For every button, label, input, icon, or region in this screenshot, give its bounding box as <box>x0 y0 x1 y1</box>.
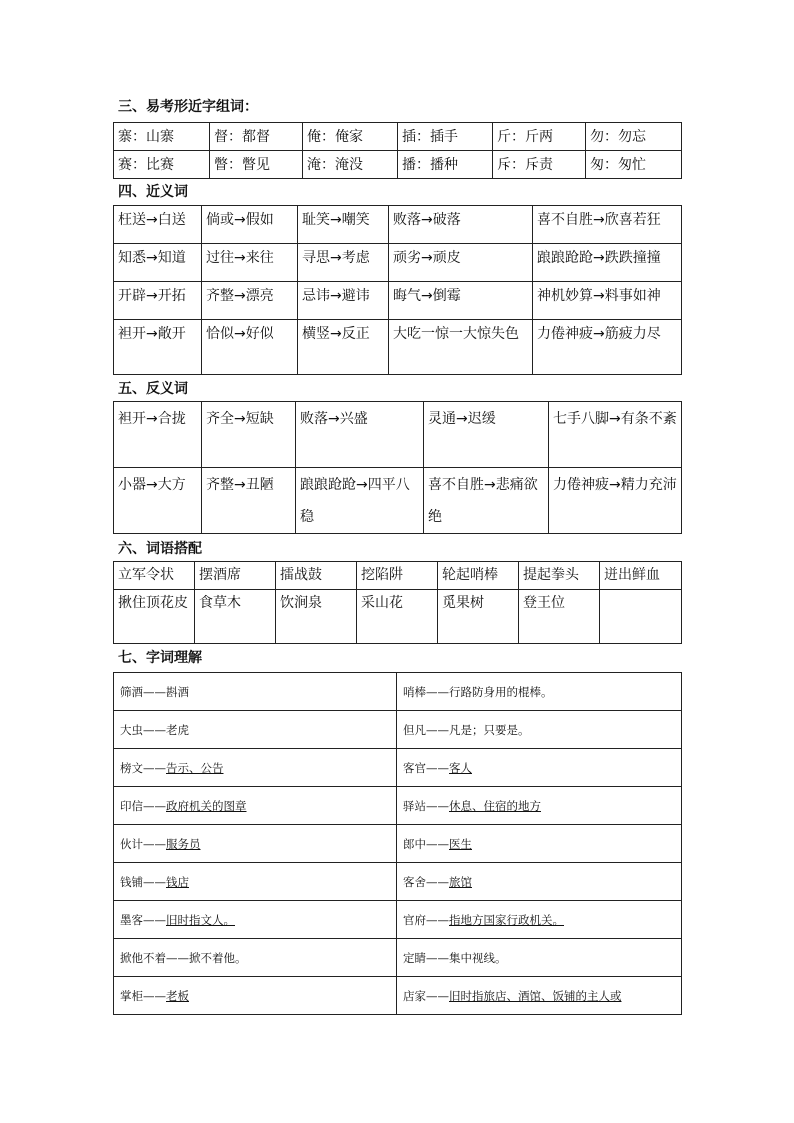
table-cell: 灵通→迟缓 <box>424 402 549 468</box>
word-meaning-cell <box>397 749 682 787</box>
word-definition: 旧时指文人。 <box>166 912 235 927</box>
word-term: 大虫—— <box>120 722 166 737</box>
word-definition: 凡是；只要是。 <box>449 722 530 737</box>
word-definition: 旧时指旅店、酒馆、饭铺的主人或 <box>449 988 622 1003</box>
word-meaning-cell <box>114 939 397 977</box>
table-cell: 喜不自胜→欣喜若狂 <box>533 206 682 244</box>
word-meaning-cell <box>397 825 682 863</box>
word-meaning-row <box>114 825 682 863</box>
word-meaning-row <box>114 787 682 825</box>
table-cell: 淹：淹没 <box>303 151 398 179</box>
word-term: 印信—— <box>120 798 166 813</box>
word-term: 掌柜—— <box>120 988 166 1003</box>
word-definition: 行路防身用的棍棒。 <box>449 684 553 699</box>
word-term: 筛酒—— <box>120 684 166 699</box>
section-title-word-meanings: 七、字词理解 <box>118 650 202 666</box>
table-cell: 勿：勿忘 <box>586 123 682 151</box>
word-meaning-cell <box>397 939 682 977</box>
table-cell: 力倦神疲→精力充沛 <box>549 468 682 534</box>
word-term: 驿站—— <box>403 798 449 813</box>
word-term: 钱铺—— <box>120 874 166 889</box>
table-cell: 觅果树 <box>438 590 519 644</box>
table-cell: 匆：匆忙 <box>586 151 682 179</box>
word-meaning-row <box>114 939 682 977</box>
table-cell: 采山花 <box>357 590 438 644</box>
word-term: 榜文—— <box>120 760 166 775</box>
collocations-row <box>114 590 682 644</box>
table-cell: 开辟→开拓 <box>114 282 202 320</box>
table-cell: 斤：斤两 <box>493 123 586 151</box>
table-cell: 小器→大方 <box>114 468 202 534</box>
word-meaning-cell <box>397 863 682 901</box>
table-cell: 齐整→漂亮 <box>202 282 298 320</box>
word-meaning-cell <box>397 977 682 1015</box>
antonyms-row <box>114 468 682 534</box>
table-cell: 败落→兴盛 <box>296 402 424 468</box>
synonyms-row <box>114 282 682 320</box>
table-cell: 登王位 <box>519 590 600 644</box>
word-meaning-cell <box>114 863 397 901</box>
word-definition: 钱店 <box>166 874 189 889</box>
table-cell: 恰似→好似 <box>202 320 298 375</box>
table-cell: 齐全→短缺 <box>202 402 296 468</box>
table-cell: 袒开→合拢 <box>114 402 202 468</box>
word-term: 店家—— <box>403 988 449 1003</box>
table-cell: 俺：俺家 <box>303 123 398 151</box>
section-title-collocations: 六、词语搭配 <box>118 541 202 557</box>
table-cell: 倘或→假如 <box>202 206 298 244</box>
table-cell: 大吃一惊一大惊失色 <box>389 320 533 375</box>
word-definition: 政府机关的图章 <box>166 798 247 813</box>
word-term: 客官—— <box>403 760 449 775</box>
word-meaning-cell <box>114 901 397 939</box>
word-definition: 旅馆 <box>449 874 472 889</box>
word-term: 哨棒—— <box>403 684 449 699</box>
section-title-antonyms: 五、反义词 <box>118 381 188 397</box>
table-cell: 食草木 <box>195 590 276 644</box>
word-meaning-cell <box>397 901 682 939</box>
table-cell: 揪住顶花皮 <box>114 590 195 644</box>
table-cell: 耻笑→嘲笑 <box>298 206 389 244</box>
word-meaning-cell <box>397 711 682 749</box>
synonyms-row <box>114 206 682 244</box>
table-cell: 过往→来往 <box>202 244 298 282</box>
table-cell: 立军令状 <box>114 562 195 590</box>
antonyms-row <box>114 402 682 468</box>
word-definition: 斟酒 <box>166 684 189 699</box>
table-cell: 赛：比赛 <box>114 151 210 179</box>
word-definition: 休息、住宿的地方 <box>449 798 541 813</box>
collocations-table <box>113 561 682 644</box>
table-cell: 擂战鼓 <box>276 562 357 590</box>
word-term: 郎中—— <box>403 836 449 851</box>
word-meaning-row <box>114 977 682 1015</box>
table-cell: 斥：斥责 <box>493 151 586 179</box>
word-definition: 掀不着他。 <box>189 950 247 965</box>
word-meaning-cell <box>397 787 682 825</box>
word-definition: 集中视线。 <box>449 950 507 965</box>
table-cell: 迸出鲜血 <box>600 562 682 590</box>
table-cell: 喜不自胜→悲痛欲绝 <box>424 468 549 534</box>
similar-chars-table <box>113 122 682 179</box>
word-definition: 老板 <box>166 988 189 1003</box>
synonyms-row <box>114 320 682 375</box>
word-meaning-row <box>114 673 682 711</box>
table-cell: 插：插手 <box>398 123 493 151</box>
table-cell: 知悉→知道 <box>114 244 202 282</box>
table-cell: 寨：山寨 <box>114 123 210 151</box>
collocations-row <box>114 562 682 590</box>
table-cell: 提起拳头 <box>519 562 600 590</box>
word-meaning-row <box>114 749 682 787</box>
word-term: 墨客—— <box>120 912 166 927</box>
word-meaning-cell <box>397 673 682 711</box>
table-cell: 踉踉跄跄→跌跌撞撞 <box>533 244 682 282</box>
table-cell: 挖陷阱 <box>357 562 438 590</box>
table-cell: 齐整→丑陋 <box>202 468 296 534</box>
word-meaning-cell <box>114 749 397 787</box>
table-cell: 枉送→白送 <box>114 206 202 244</box>
table-cell: 踉踉跄跄→四平八稳 <box>296 468 424 534</box>
table-cell: 力倦神疲→筋疲力尽 <box>533 320 682 375</box>
word-definition: 指地方国家行政机关。 <box>449 912 564 927</box>
section-title-synonyms: 四、近义词 <box>118 184 188 200</box>
table-cell: 神机妙算→料事如神 <box>533 282 682 320</box>
table-cell: 摆酒席 <box>195 562 276 590</box>
table-cell: 败落→破落 <box>389 206 533 244</box>
table-cell <box>600 590 682 644</box>
word-definition: 老虎 <box>166 722 189 737</box>
word-meaning-row <box>114 901 682 939</box>
word-term: 定睛—— <box>403 950 449 965</box>
synonyms-table <box>113 205 682 375</box>
table-cell: 七手八脚→有条不紊 <box>549 402 682 468</box>
table-cell: 饮涧泉 <box>276 590 357 644</box>
table-cell: 瞥：瞥见 <box>210 151 303 179</box>
table-cell: 播：播种 <box>398 151 493 179</box>
word-definition: 告示、公告 <box>166 760 224 775</box>
table-cell: 寻思→考虑 <box>298 244 389 282</box>
table-cell: 轮起哨棒 <box>438 562 519 590</box>
word-term: 伙计—— <box>120 836 166 851</box>
table-cell: 忌讳→避讳 <box>298 282 389 320</box>
word-meaning-cell <box>114 673 397 711</box>
synonyms-row <box>114 244 682 282</box>
word-meanings-table <box>113 672 682 1015</box>
word-meaning-cell <box>114 711 397 749</box>
antonyms-table <box>113 401 682 534</box>
table-cell: 顽劣→顽皮 <box>389 244 533 282</box>
word-meaning-row <box>114 711 682 749</box>
word-meaning-cell <box>114 787 397 825</box>
table-cell: 袒开→敞开 <box>114 320 202 375</box>
word-meaning-cell <box>114 977 397 1015</box>
word-definition: 医生 <box>449 836 472 851</box>
table-cell: 督：都督 <box>210 123 303 151</box>
word-term: 客舍—— <box>403 874 449 889</box>
table-cell: 横竖→反正 <box>298 320 389 375</box>
word-term: 官府—— <box>403 912 449 927</box>
section-title-similar-chars: 三、易考形近字组词： <box>118 99 258 115</box>
similar-chars-row <box>114 151 682 179</box>
word-meaning-cell <box>114 825 397 863</box>
word-definition: 服务员 <box>166 836 201 851</box>
word-term: 但凡—— <box>403 722 449 737</box>
word-meaning-row <box>114 863 682 901</box>
word-term: 掀他不着—— <box>120 950 189 965</box>
similar-chars-row <box>114 123 682 151</box>
table-cell: 晦气→倒霉 <box>389 282 533 320</box>
word-definition: 客人 <box>449 760 472 775</box>
